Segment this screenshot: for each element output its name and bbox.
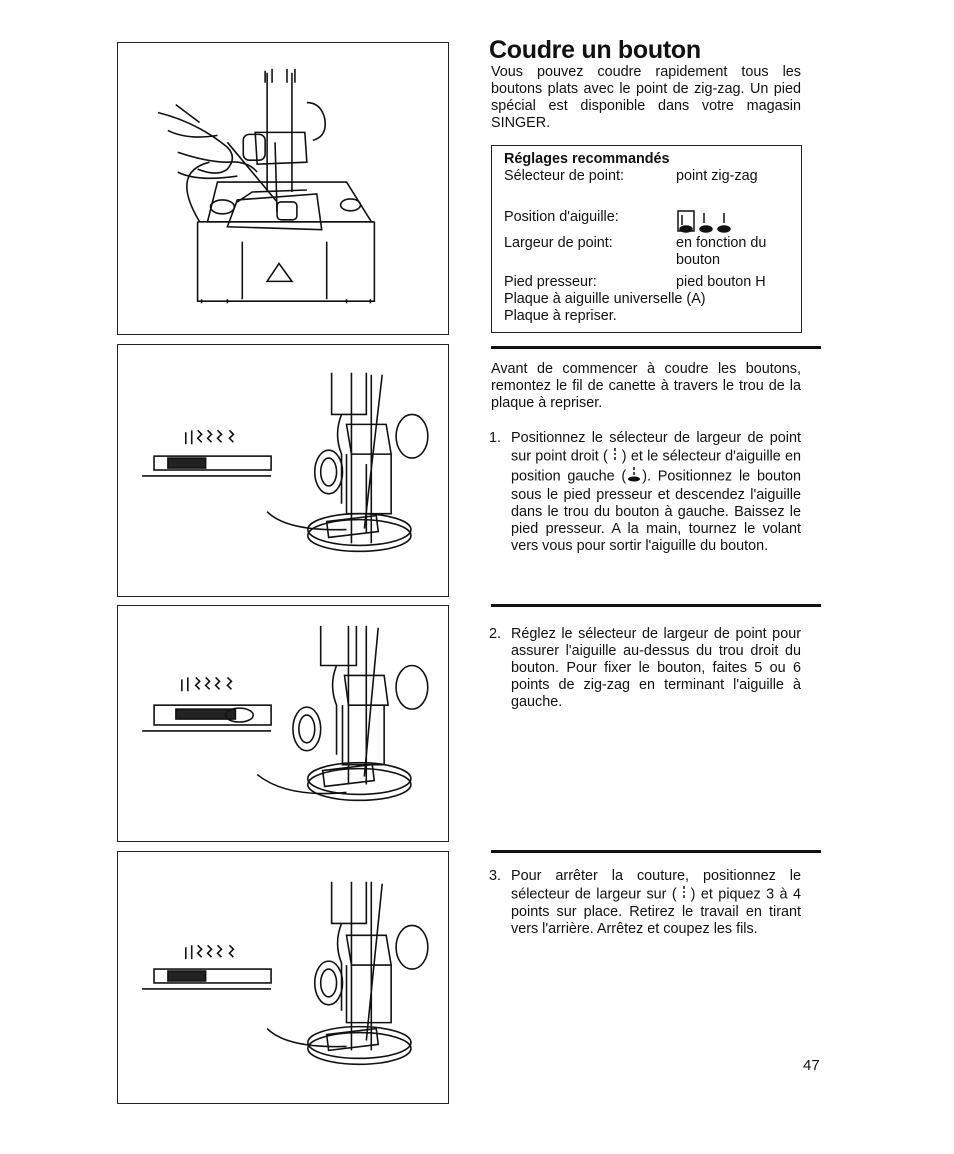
intro-paragraph: Vous pouvez coudre rapidement tous les boutons plats avec le point de zig-zag. Un pied spécial est disponible dans votre magasin SINGER. xyxy=(491,64,801,131)
illustration-panel-step2 xyxy=(117,605,449,842)
step-number: 2. xyxy=(489,626,502,642)
step-text: Pour arrêter la couture, positionnez le sélecteur de largeur sur ( ) et piquez 3 à 4 points sur place. Retirez le travail en tirant vers l'arrière. Arrêtez et coupez les fils. xyxy=(511,868,801,937)
presser-foot-step1-illustration xyxy=(118,345,448,596)
step-text: Réglez le sélecteur de largeur de point pour assurer l'aiguille au-dessus du trou droit du bouton. Pour fixer le bouton, faites 5 ou 6 points de zig-zag en terminant l'aiguille à gauche. xyxy=(511,626,801,710)
settings-value: point zig-zag xyxy=(676,168,758,184)
recommended-settings-box xyxy=(491,145,802,333)
settings-heading: Réglages recommandés xyxy=(504,151,670,167)
settings-label: Position d'aiguille: xyxy=(504,209,619,225)
settings-label: Sélecteur de point: xyxy=(504,168,625,184)
illustration-panel-overview xyxy=(117,42,449,335)
step-number: 1. xyxy=(489,430,502,446)
illustration-panel-step3 xyxy=(117,851,449,1104)
straight-stitch-icon xyxy=(677,885,691,904)
step-number: 3. xyxy=(489,868,502,884)
settings-value: pied bouton H xyxy=(676,274,766,290)
straight-stitch-icon xyxy=(608,447,622,466)
page-number: 47 xyxy=(803,1057,820,1074)
section-divider xyxy=(491,850,821,853)
settings-extra: Plaque à repriser. xyxy=(504,308,617,324)
sewing-machine-button-foot-illustration xyxy=(118,43,448,334)
settings-label: Largeur de point: xyxy=(504,235,613,251)
settings-extra: Plaque à aiguille universelle (A) xyxy=(504,291,706,307)
section-divider xyxy=(491,346,821,349)
settings-label: Pied presseur: xyxy=(504,274,597,290)
illustration-panel-step1 xyxy=(117,344,449,597)
settings-value: en fonction du bouton xyxy=(676,235,767,268)
page-title: Coudre un bouton xyxy=(489,36,701,64)
section-divider xyxy=(491,604,821,607)
preparation-paragraph: Avant de commencer à coudre les boutons, remontez le fil de canette à travers le trou de la plaque à repriser. xyxy=(491,361,801,411)
step-text: Positionnez le sélecteur de largeur de point sur point droit ( ) et le sélecteur d'aiguille en position gauche ( ). Positionnez le bouton sous le pied presseur et descendez l'aiguille dans le trou du bouton à gauche. Baissez le pied presseur. A la main, tournez le volant vers vous pour sortir l'aiguille du bouton. xyxy=(511,430,802,554)
presser-foot-step3-illustration xyxy=(118,852,448,1103)
presser-foot-step2-illustration xyxy=(118,606,448,841)
needle-left-icon xyxy=(626,466,642,487)
